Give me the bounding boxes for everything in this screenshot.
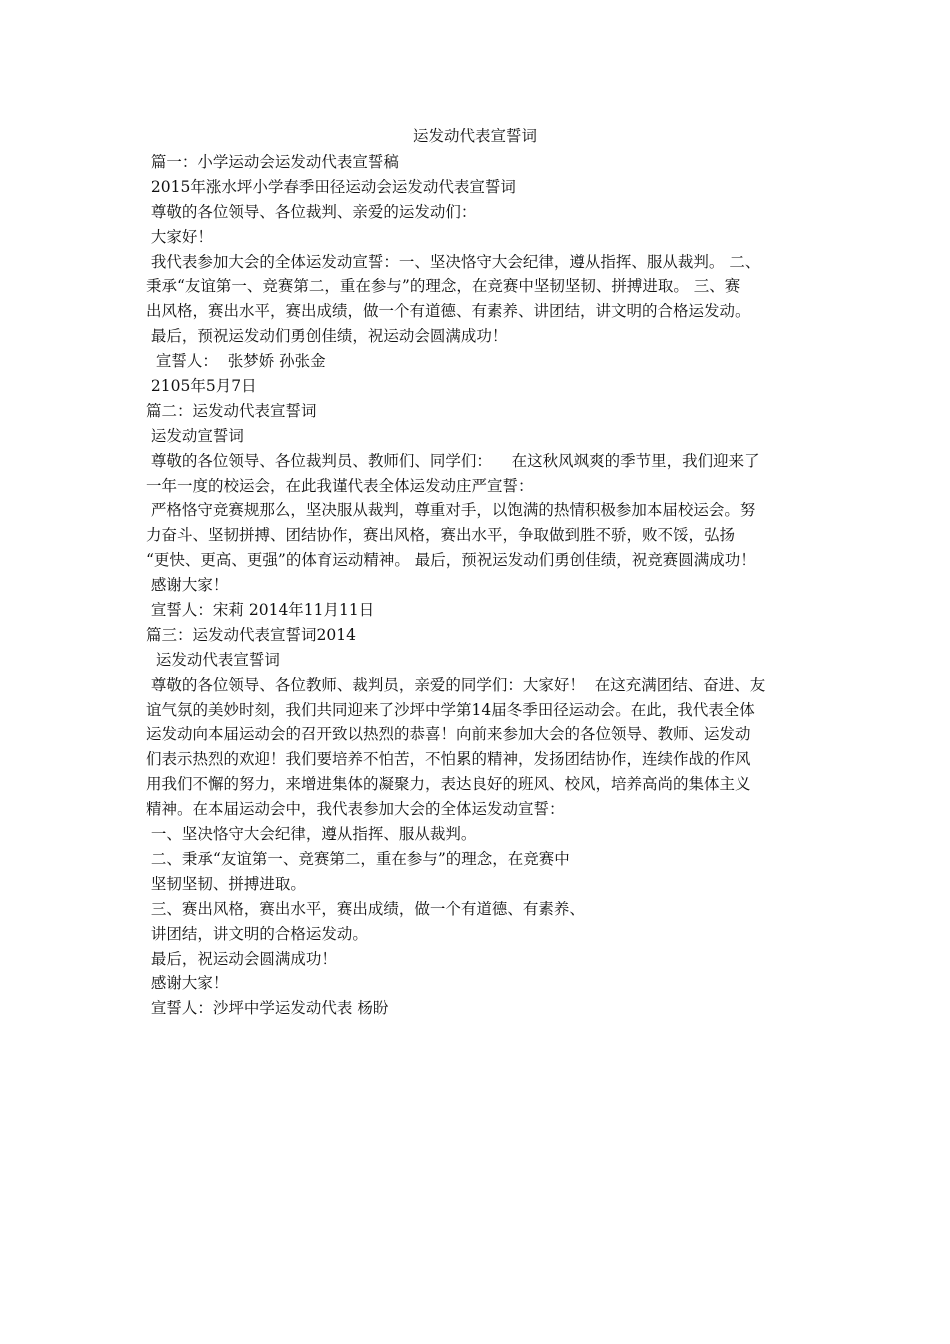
text-line: 宣誓人：宋莉 2014年11月11日: [146, 601, 375, 620]
text-line: 一年一度的校运会，在此我谨代表全体运发动庄严宣誓：: [146, 476, 534, 495]
text-line: 三、赛出风格，赛出水平，赛出成绩，做一个有道德、有素养、: [146, 899, 585, 918]
text-line: 宣誓人：沙坪中学运发动代表 杨盼: [146, 999, 389, 1018]
text-line: 尊敬的各位领导、各位教师、裁判员，亲爱的同学们：大家好！ 在这充满团结、奋进、友: [146, 675, 766, 694]
text-line: 最后，预祝运发动们勇创佳绩，祝运动会圆满成功！: [146, 327, 508, 346]
text-line: 大家好！: [146, 227, 213, 246]
text-line: 一、坚决恪守大会纪律，遵从指挥、服从裁判。: [146, 825, 477, 844]
text-line: 用我们不懈的努力，来增进集体的凝聚力，表达良好的班风、校风，培养高尚的集体主义: [146, 775, 751, 794]
text-line: 出风格，赛出水平，赛出成绩，做一个有道德、有素养、讲团结，讲文明的合格运发动。: [146, 302, 751, 321]
text-line: 2015年涨水坪小学春季田径运动会运发动代表宣誓词: [146, 177, 516, 196]
document-title: 运发动代表宣誓词: [412, 127, 537, 145]
text-line: 感谢大家！: [146, 974, 229, 993]
text-line: 篇二：运发动代表宣誓词: [146, 401, 317, 420]
text-line: 讲团结，讲文明的合格运发动。: [146, 924, 368, 943]
text-line: 运发动宣誓词: [146, 426, 244, 445]
text-line: 谊气氛的美妙时刻，我们共同迎来了沙坪中学第14届冬季田径运动会。在此，我代表全体: [146, 700, 755, 719]
text-line: 篇一：小学运动会运发动代表宣誓稿: [146, 153, 399, 171]
text-line: 坚韧坚韧、拼搏进取。: [146, 874, 306, 893]
text-line: 宣誓人： 张梦娇 孙张金: [146, 352, 326, 371]
document-body: [146, 150, 818, 1021]
text-line: 们表示热烈的欢迎！我们要培养不怕苦，不怕累的精神，发扬团结协作，连续作战的作风: [146, 750, 751, 769]
text-line: “更快、更高、更强”的体育运动精神。 最后，预祝运发动们勇创佳绩，祝竞赛圆满成功！: [146, 551, 756, 570]
text-line: 最后，祝运动会圆满成功！: [146, 949, 337, 968]
text-line: 2105年5月7日: [146, 377, 257, 396]
text-line: 尊敬的各位领导、各位裁判、亲爱的运发动们：: [146, 202, 477, 221]
text-line: 二、秉承“友谊第一、竞赛第二，重在参与”的理念，在竞赛中: [146, 849, 570, 868]
text-line: 篇三：运发动代表宣誓词2014: [146, 625, 356, 644]
text-line: 感谢大家！: [146, 576, 229, 595]
text-line: 运发动代表宣誓词: [146, 650, 280, 669]
text-line: 运发动向本届运动会的召开致以热烈的恭喜！向前来参加大会的各位领导、教师、运发动: [146, 725, 751, 744]
text-line: 我代表参加大会的全体运发动宣誓：一、坚决恪守大会纪律，遵从指挥、服从裁判。 二、: [146, 252, 761, 271]
text-line: 严格恪守竞赛规那么，坚决服从裁判，尊重对手，以饱满的热情积极参加本届校运会。努: [146, 501, 756, 520]
text-line: 尊敬的各位领导、各位裁判员、教师们、同学们： 在这秋风飒爽的季节里，我们迎来了: [146, 451, 760, 470]
text-line: 力奋斗、坚韧拼搏、团结协作，赛出风格，赛出水平，争取做到胜不骄，败不馁，弘扬: [146, 526, 736, 545]
text-line: 精神。在本届运动会中，我代表参加大会的全体运发动宣誓：: [146, 800, 565, 819]
text-line: 秉承“友谊第一、竞赛第二，重在参与”的理念，在竞赛中坚韧坚韧、拼搏进取。 三、赛: [146, 277, 741, 296]
